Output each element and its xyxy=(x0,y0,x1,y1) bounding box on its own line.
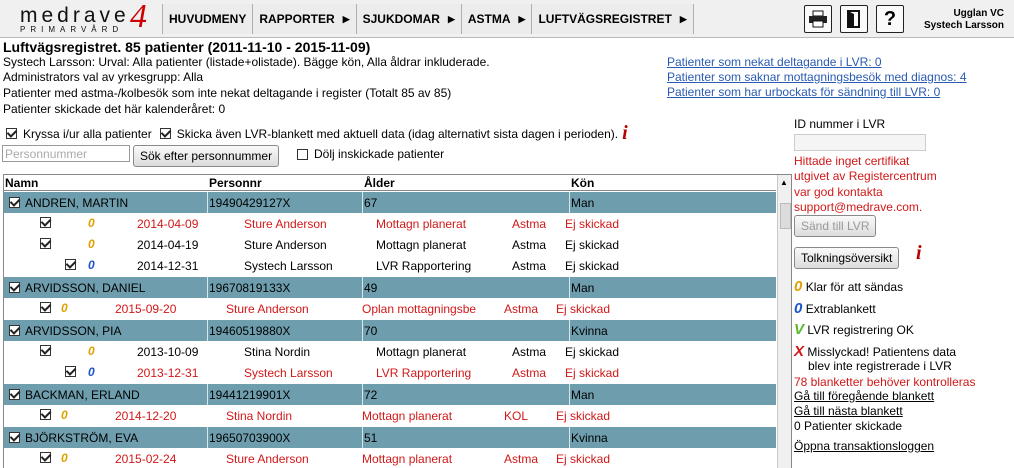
hide-sent-label: Dölj inskickade patienter xyxy=(314,147,445,161)
info-line-selection: Systech Larsson: Urval: Alla patienter (listade+olistade). Bägge kön, Alla åldrar inkluderade. xyxy=(3,55,490,69)
visit-sent-status: Ej skickad xyxy=(556,452,611,466)
legend-failed-cont: blev inte registrerade i LVR xyxy=(808,359,952,373)
logo-number: 4 xyxy=(130,0,147,35)
main-menu xyxy=(162,4,694,34)
column-divider xyxy=(569,192,570,213)
visit-diagnosis: Astma xyxy=(504,302,539,316)
menu-sjukdomar[interactable] xyxy=(356,4,461,34)
menu-label: ASTMA xyxy=(467,12,511,26)
exit-button[interactable] xyxy=(840,5,868,33)
visit-sent-status: Ej skickad xyxy=(556,302,611,316)
column-divider xyxy=(207,192,208,213)
visit-status-icon: 0 xyxy=(88,237,95,251)
menu-label: LUFTVÄGSREGISTRET xyxy=(538,12,672,26)
visit-clinician: Systech Larsson xyxy=(244,259,333,273)
visit-sent-status: Ej skickad xyxy=(565,366,620,380)
check-count: 78 blanketter behöver kontrolleras xyxy=(794,375,976,389)
col-header-pnr[interactable]: Personnr xyxy=(209,176,262,190)
visit-type: LVR Rapportering xyxy=(376,366,472,380)
link-missing-visits[interactable]: Patienter som saknar mottagningsbesök med diagnos: 4 xyxy=(667,70,967,84)
patient-row[interactable] xyxy=(4,191,776,213)
info-line-sent: Patienter skickade det här kalenderåret: 0 xyxy=(3,102,226,116)
column-divider xyxy=(569,277,570,298)
visit-sent-status: Ej skickad xyxy=(565,217,620,231)
legend-text: LVR registrering OK xyxy=(807,323,914,337)
extra-status-icon: 0 xyxy=(794,300,803,317)
patient-sex: Man xyxy=(571,388,595,402)
question-mark-icon: ? xyxy=(883,7,897,30)
patient-checkbox[interactable] xyxy=(9,325,20,336)
user-name: Ugglan VC xyxy=(953,8,1004,19)
transaction-log-link[interactable]: Öppna transaktionsloggen xyxy=(794,439,935,453)
ok-check-icon: V xyxy=(794,321,805,338)
personnummer-search-input[interactable] xyxy=(2,145,130,162)
visit-status-icon: 0 xyxy=(88,216,95,230)
send-to-lvr-button[interactable]: Sänd till LVR xyxy=(794,215,876,237)
hide-sent-checkbox[interactable] xyxy=(297,149,308,160)
visit-type: Mottagn planerat xyxy=(362,452,453,466)
visit-date: 2014-12-20 xyxy=(115,409,177,423)
submenu-arrow-icon: ▶ xyxy=(518,14,526,24)
col-header-sex[interactable]: Kön xyxy=(571,176,595,190)
patient-row[interactable] xyxy=(4,276,776,298)
check-all-label: Kryssa i/ur alla patienter xyxy=(23,126,152,141)
visit-checkbox[interactable] xyxy=(65,259,76,270)
visit-checkbox[interactable] xyxy=(40,345,51,356)
col-header-age[interactable]: Ålder xyxy=(364,176,395,190)
submenu-arrow-icon: ▶ xyxy=(447,14,455,24)
lvr-id-input[interactable] xyxy=(794,134,926,151)
visit-date: 2015-02-24 xyxy=(115,452,177,466)
patient-row[interactable] xyxy=(4,319,776,341)
cert-msg-1: Hittade inget certifikat xyxy=(794,154,910,168)
page-title: Luftvägsregistret. 85 patienter (2011-11-10 - 2015-11-09) xyxy=(3,39,371,55)
link-declined-patients[interactable]: Patienter som nekat deltagande i LVR: 0 xyxy=(667,55,882,69)
visit-diagnosis: KOL xyxy=(504,409,529,423)
visit-sent-status: Ej skickad xyxy=(556,409,611,423)
patient-age: 51 xyxy=(364,431,378,445)
submenu-arrow-icon: ▶ xyxy=(342,14,350,24)
visit-diagnosis: Astma xyxy=(512,259,547,273)
menu-label: RAPPORTER xyxy=(259,12,335,26)
patient-table xyxy=(3,174,792,468)
visit-date: 2014-12-31 xyxy=(137,259,199,273)
printer-icon xyxy=(808,10,828,28)
visit-sent-status: Ej skickad xyxy=(565,259,620,273)
hide-sent-option xyxy=(297,147,444,161)
visit-clinician: Stina Nordin xyxy=(226,409,293,423)
door-exit-icon xyxy=(844,9,864,29)
visit-row[interactable] xyxy=(4,448,776,468)
cert-msg-2: utgivet av Registercentrum xyxy=(794,169,937,183)
check-all-checkbox[interactable] xyxy=(6,128,17,139)
menu-rapporter[interactable] xyxy=(252,4,355,34)
visit-date: 2015-09-20 xyxy=(115,302,177,316)
visit-type: Mottagn planerat xyxy=(376,345,467,359)
visit-date: 2014-04-09 xyxy=(137,217,199,231)
menu-luftvagsregistret[interactable] xyxy=(531,4,693,34)
patient-name: ARVIDSSON, PIA xyxy=(25,324,122,338)
visit-row[interactable] xyxy=(4,405,776,426)
legend-extra xyxy=(794,300,876,317)
submenu-arrow-icon: ▶ xyxy=(679,14,687,24)
info-icon[interactable]: i xyxy=(622,122,628,144)
patient-sex: Kvinna xyxy=(571,324,608,338)
logo-word: medrave xyxy=(20,4,130,27)
patient-sex: Man xyxy=(571,196,595,210)
column-divider xyxy=(362,384,363,405)
patient-name: BACKMAN, ERLAND xyxy=(25,388,140,402)
send-lvr-checkbox[interactable] xyxy=(160,128,171,139)
scroll-up-icon[interactable]: ▲ xyxy=(780,178,788,187)
visit-clinician: Stina Nordin xyxy=(244,345,311,359)
logo-subtitle: PRIMARVÅRD xyxy=(20,25,124,34)
visit-checkbox[interactable] xyxy=(40,452,51,463)
prev-form-link[interactable]: Gå till föregående blankett xyxy=(794,389,935,403)
legend-text: Extrablankett xyxy=(805,302,876,316)
visit-clinician: Sture Anderson xyxy=(226,302,309,316)
visit-status-icon: 0 xyxy=(61,301,68,315)
visit-date: 2014-04-19 xyxy=(137,238,199,252)
visit-status-icon: 0 xyxy=(88,258,95,272)
visit-checkbox[interactable] xyxy=(40,302,51,313)
user-info xyxy=(924,8,1004,32)
patient-name: BJÖRKSTRÖM, EVA xyxy=(25,431,139,445)
visit-date: 2013-12-31 xyxy=(137,366,199,380)
menu-label: HUVUDMENY xyxy=(169,12,247,26)
patient-sex: Kvinna xyxy=(571,431,608,445)
patient-pnr: 19460519880X xyxy=(209,324,291,338)
visit-type: Mottagn planerat xyxy=(362,409,453,423)
table-scrollbar[interactable] xyxy=(777,175,792,468)
visit-checkbox[interactable] xyxy=(65,366,76,377)
column-divider xyxy=(207,427,208,448)
column-divider xyxy=(207,277,208,298)
help-button[interactable] xyxy=(876,5,904,33)
visit-sent-status: Ej skickad xyxy=(565,238,620,252)
visit-checkbox[interactable] xyxy=(40,409,51,420)
next-form-link[interactable]: Gå till nästa blankett xyxy=(794,404,903,418)
column-divider xyxy=(207,320,208,341)
visit-type: Mottagn planerat xyxy=(376,238,467,252)
visit-checkbox[interactable] xyxy=(40,238,51,249)
overview-button[interactable]: Tolkningsöversikt xyxy=(794,247,899,269)
visit-row[interactable] xyxy=(4,213,776,234)
visit-status-icon: 0 xyxy=(61,408,68,422)
search-button[interactable]: Sök efter personnummer xyxy=(133,145,279,167)
visit-row[interactable] xyxy=(4,341,776,362)
user-org: Systech Larsson xyxy=(923,20,1004,31)
visit-row[interactable] xyxy=(4,362,776,383)
visit-diagnosis: Astma xyxy=(512,345,547,359)
visit-status-icon: 0 xyxy=(88,344,95,358)
legend-failed xyxy=(794,343,956,360)
patient-checkbox[interactable] xyxy=(9,432,20,443)
visit-diagnosis: Astma xyxy=(512,238,547,252)
menu-huvudmeny[interactable] xyxy=(162,4,252,34)
legend-text: Klar för att sändas xyxy=(805,280,904,294)
lvr-id-label: ID nummer i LVR xyxy=(794,117,886,131)
visit-type: Oplan mottagningsbe xyxy=(362,302,477,316)
visit-status-icon: 0 xyxy=(88,365,95,379)
visit-clinician: Sture Anderson xyxy=(244,217,327,231)
patient-checkbox[interactable] xyxy=(9,389,20,400)
visit-row[interactable] xyxy=(4,298,776,319)
visit-clinician: Sture Anderson xyxy=(226,452,309,466)
patient-pnr: 19650703900X xyxy=(209,431,291,445)
column-divider xyxy=(362,427,363,448)
patient-pnr: 19441219901X xyxy=(209,388,291,402)
sent-count: 0 Patienter skickade xyxy=(794,419,903,433)
info-line-patients: Patienter med astma-/kolbesök som inte nekat deltagande i register (Totalt 85 av 85) xyxy=(3,86,452,100)
legend-text: Misslyckad! Patientens data xyxy=(807,345,957,359)
patient-age: 70 xyxy=(364,324,378,338)
patient-name: ARVIDSSON, DANIEL xyxy=(25,281,146,295)
menu-astma[interactable] xyxy=(461,4,532,34)
patient-age: 67 xyxy=(364,196,378,210)
patient-name: ANDREN, MARTIN xyxy=(25,196,129,210)
visit-diagnosis: Astma xyxy=(504,452,539,466)
options-row xyxy=(6,122,628,145)
column-divider xyxy=(362,192,363,213)
column-divider xyxy=(362,320,363,341)
legend-ok xyxy=(794,321,914,338)
top-bar xyxy=(0,0,1014,38)
patient-sex: Man xyxy=(571,281,595,295)
visit-status-icon: 0 xyxy=(61,451,68,465)
column-divider xyxy=(569,427,570,448)
col-header-name[interactable]: Namn xyxy=(5,176,39,190)
patient-row[interactable] xyxy=(4,383,776,405)
visit-row[interactable] xyxy=(4,255,776,276)
legend-ready xyxy=(794,278,903,295)
visit-clinician: Systech Larsson xyxy=(244,366,333,380)
visit-type: LVR Rapportering xyxy=(376,259,472,273)
visit-diagnosis: Astma xyxy=(512,217,547,231)
send-lvr-label: Skicka även LVR-blankett med aktuell data (idag alternativt sista dagen i perioden). xyxy=(176,126,619,141)
patient-checkbox[interactable] xyxy=(9,197,20,208)
patient-pnr: 19670819133X xyxy=(209,281,291,295)
visit-clinician: Sture Anderson xyxy=(244,238,327,252)
menu-label: SJUKDOMAR xyxy=(362,12,440,26)
visit-date: 2013-10-09 xyxy=(137,345,199,359)
ready-status-icon: 0 xyxy=(794,278,803,295)
patient-age: 72 xyxy=(364,388,378,402)
visit-diagnosis: Astma xyxy=(512,366,547,380)
info-line-admin: Administrators val av yrkesgrupp: Alla xyxy=(3,70,204,84)
column-divider xyxy=(569,384,570,405)
visit-type: Mottagn planerat xyxy=(376,217,467,231)
column-divider xyxy=(207,384,208,405)
patient-pnr: 19490429127X xyxy=(209,196,291,210)
medrave-logo[interactable] xyxy=(12,0,158,35)
cert-msg-3: var god kontakta xyxy=(794,185,883,199)
link-excluded-patients[interactable]: Patienter som har urbockats för sändning till LVR: 0 xyxy=(667,85,941,99)
column-divider xyxy=(569,320,570,341)
patient-row[interactable] xyxy=(4,426,776,448)
visit-checkbox[interactable] xyxy=(40,217,51,228)
table-header xyxy=(4,175,776,191)
print-button[interactable] xyxy=(804,5,832,33)
failed-x-icon: X xyxy=(794,343,805,360)
scroll-thumb[interactable] xyxy=(780,203,791,229)
cert-msg-4: support@medrave.com. xyxy=(794,200,923,214)
patient-age: 49 xyxy=(364,281,378,295)
column-divider xyxy=(362,277,363,298)
visit-sent-status: Ej skickad xyxy=(565,345,620,359)
visit-row[interactable] xyxy=(4,234,776,255)
patient-checkbox[interactable] xyxy=(9,282,20,293)
overview-info-icon[interactable]: i xyxy=(916,242,922,264)
